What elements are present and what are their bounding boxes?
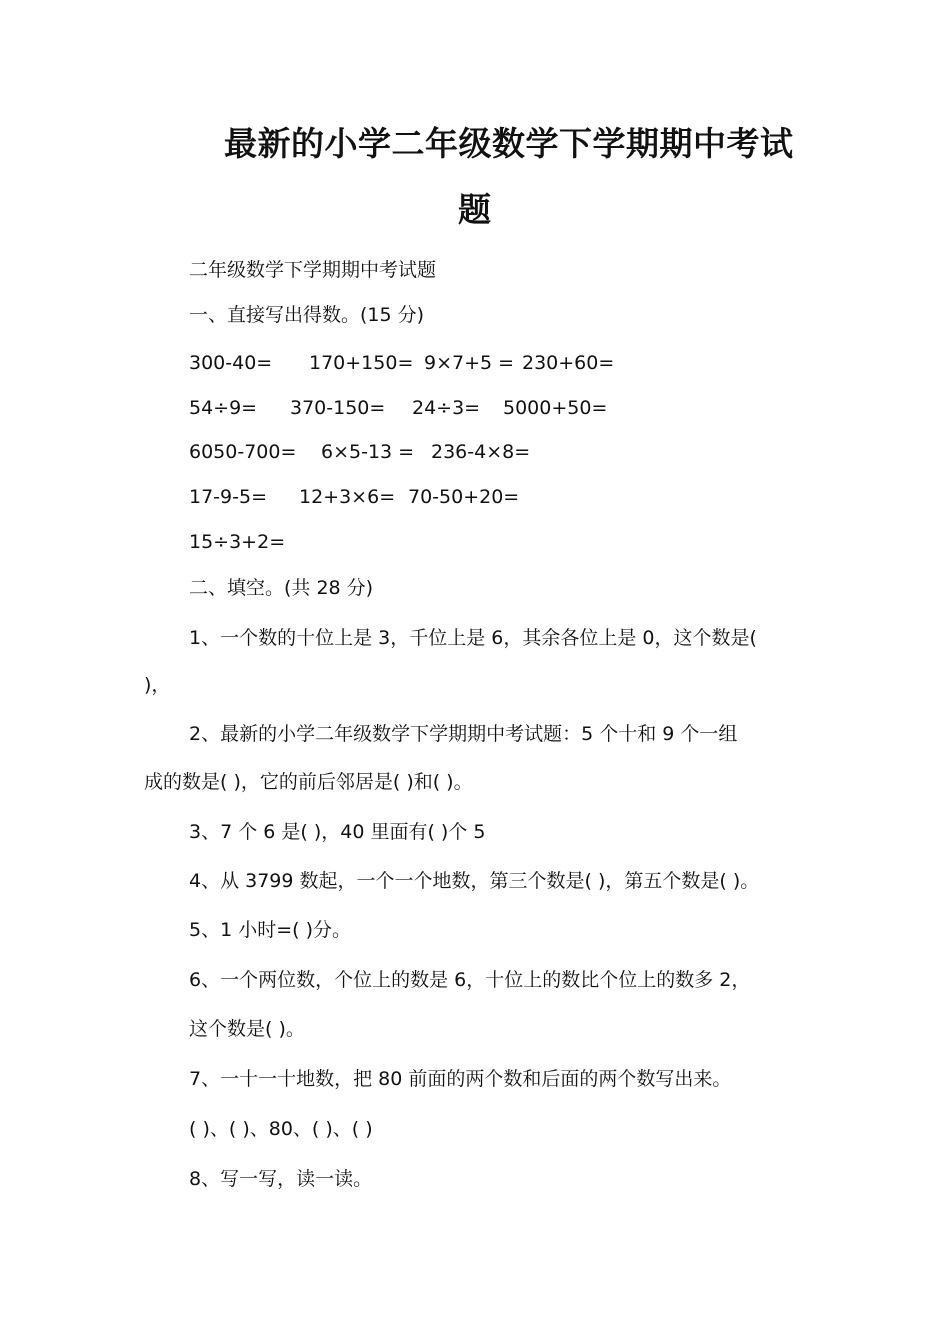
- question-2-line-1: 2、最新的小学二年级数学下学期期中考试题：5 个十和 9 个一组: [189, 723, 738, 745]
- question-5: 5、1 小时=( )分。: [189, 919, 352, 941]
- section1-heading: 一、直接写出得数。(15 分): [189, 304, 425, 326]
- calc-item: 300-40=: [189, 352, 273, 374]
- calc-item: 6050-700=: [189, 441, 297, 463]
- question-1-line-2: )，: [144, 674, 171, 696]
- question-3: 3、7 个 6 是( )，40 里面有( )个 5: [189, 821, 486, 843]
- calc-item: 17-9-5=: [189, 486, 267, 508]
- calc-item: 9×7+5 =: [424, 352, 515, 374]
- calc-item: 230+60=: [522, 352, 615, 374]
- question-8: 8、写一写，读一读。: [189, 1168, 373, 1190]
- calc-item: 236-4×8=: [431, 441, 531, 463]
- page-title-line-2: 题: [458, 190, 492, 229]
- question-2-line-2: 成的数是( )，它的前后邻居是( )和( )。: [144, 771, 473, 793]
- question-4: 4、从 3799 数起，一个一个地数，第三个数是( )，第五个数是( )。: [189, 870, 760, 892]
- calc-item: 170+150=: [309, 352, 414, 374]
- section2-heading: 二、填空。(共 28 分): [189, 577, 374, 599]
- calc-item: 15÷3+2=: [189, 531, 286, 553]
- question-6-line-1: 6、一个两位数，个位上的数是 6，十位上的数比个位上的数多 2，: [189, 969, 751, 991]
- question-6-line-2: 这个数是( )。: [189, 1018, 305, 1040]
- question-7-line-2: ( )、( )、80、( )、( ): [189, 1118, 373, 1140]
- calc-item: 24÷3=: [412, 397, 481, 419]
- subtitle: 二年级数学下学期期中考试题: [189, 259, 437, 281]
- question-7-line-1: 7、一十一十地数，把 80 前面的两个数和后面的两个数写出来。: [189, 1068, 732, 1090]
- calc-item: 5000+50=: [503, 397, 608, 419]
- calc-item: 370-150=: [290, 397, 386, 419]
- question-1-line-1: 1、一个数的十位上是 3，千位上是 6，其余各位上是 0，这个数是(: [189, 627, 757, 649]
- page-title-line-1: 最新的小学二年级数学下学期期中考试: [224, 124, 794, 163]
- calc-item: 54÷9=: [189, 397, 258, 419]
- calc-item: 6×5-13 =: [321, 441, 415, 463]
- calc-item: 12+3×6=: [299, 486, 396, 508]
- calc-item: 70-50+20=: [408, 486, 520, 508]
